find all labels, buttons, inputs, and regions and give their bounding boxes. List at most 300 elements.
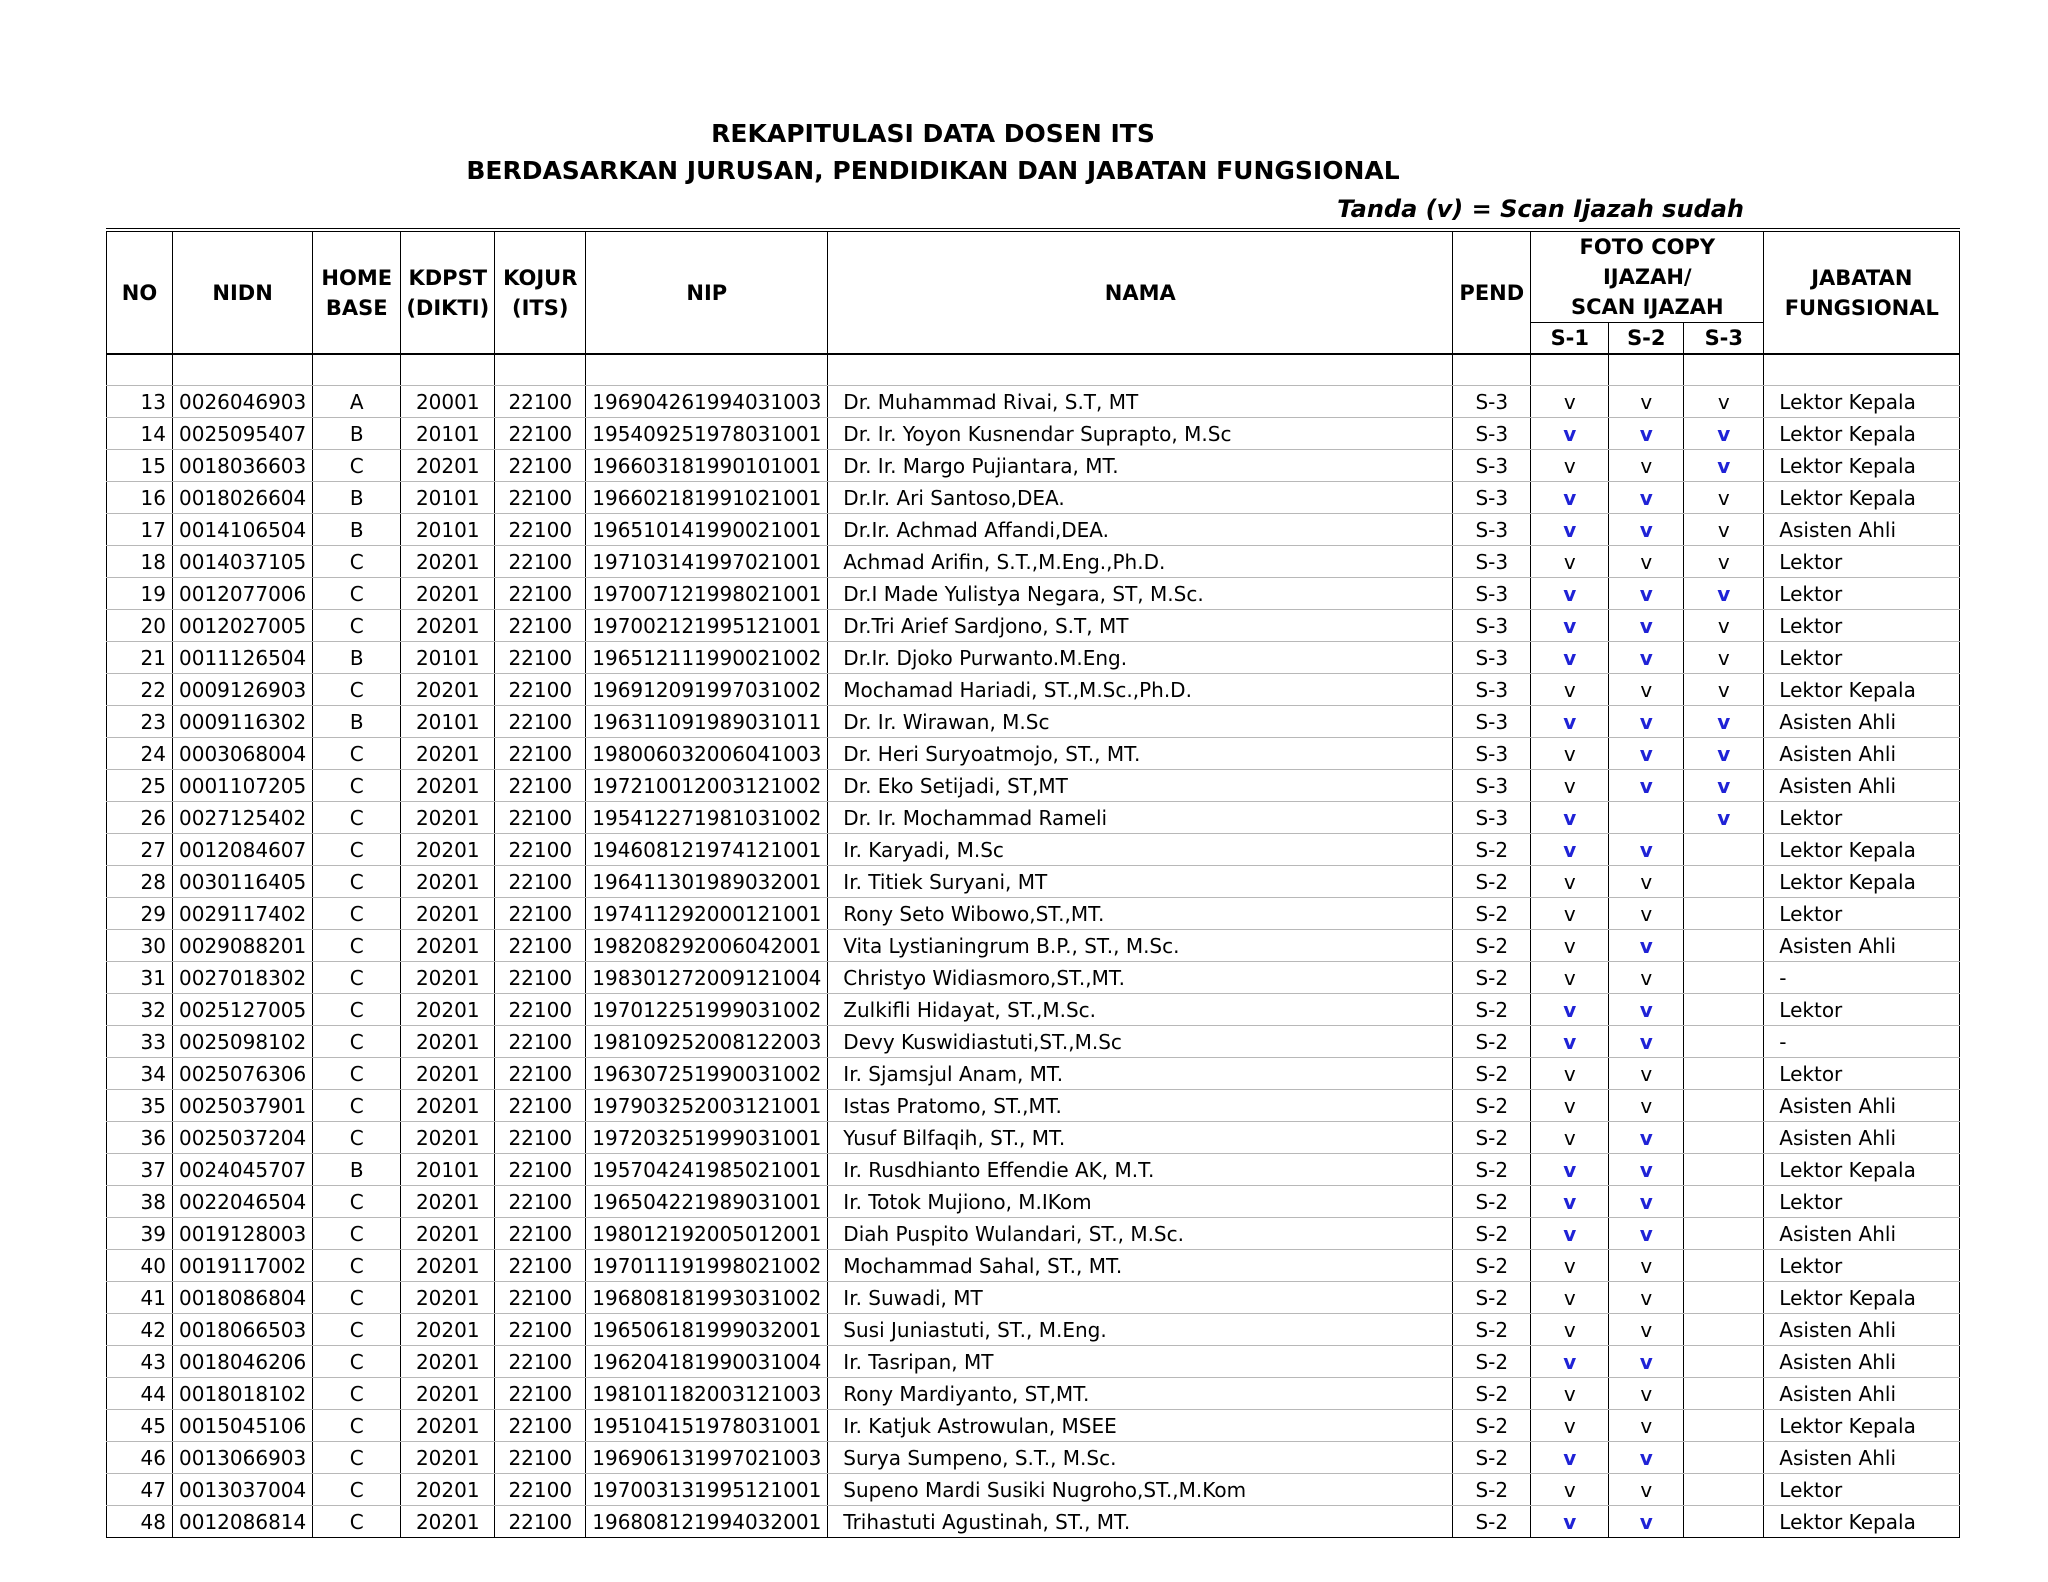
cell-nidn: 0012084607 xyxy=(173,834,313,866)
cell-nip: 198012192005012001 xyxy=(586,1218,828,1250)
cell-pend: S-2 xyxy=(1453,1506,1531,1538)
cell-no: 22 xyxy=(107,674,173,706)
cell-pend: S-2 xyxy=(1453,1090,1531,1122)
cell-s2 xyxy=(1609,802,1684,834)
cell-kdpst: 20201 xyxy=(401,962,495,994)
cell-s1: v xyxy=(1531,418,1609,450)
cell-nama: Istas Pratomo, ST.,MT. xyxy=(828,1090,1453,1122)
cell-pend: S-3 xyxy=(1453,418,1531,450)
cell-s1: v xyxy=(1531,1346,1609,1378)
cell-s3: v xyxy=(1684,546,1764,578)
table-row xyxy=(107,1282,1960,1314)
cell-nip: 196311091989031011 xyxy=(586,706,828,738)
cell-kojur: 22100 xyxy=(495,1090,586,1122)
cell-s1: v xyxy=(1531,738,1609,770)
cell-jabatan: Asisten Ahli xyxy=(1764,1090,1960,1122)
cell-nidn: 0029088201 xyxy=(173,930,313,962)
cell-s1: v xyxy=(1531,1122,1609,1154)
cell-no: 32 xyxy=(107,994,173,1026)
cell-pend: S-2 xyxy=(1453,994,1531,1026)
cell-kojur: 22100 xyxy=(495,1378,586,1410)
header-kdpst: KDPST (DIKTI) xyxy=(401,230,495,354)
cell-nidn: 0018046206 xyxy=(173,1346,313,1378)
cell-no: 27 xyxy=(107,834,173,866)
cell-kdpst: 20201 xyxy=(401,1410,495,1442)
cell-s2: v xyxy=(1609,962,1684,994)
cell-pend: S-2 xyxy=(1453,1474,1531,1506)
cell-jabatan: Lektor xyxy=(1764,546,1960,578)
cell-nip: 195412271981031002 xyxy=(586,802,828,834)
cell-nama: Yusuf Bilfaqih, ST., MT. xyxy=(828,1122,1453,1154)
cell-kojur: 22100 xyxy=(495,1218,586,1250)
cell-nidn: 0025098102 xyxy=(173,1026,313,1058)
cell-nip: 197003131995121001 xyxy=(586,1474,828,1506)
table-row xyxy=(107,1154,1960,1186)
header-nip: NIP xyxy=(586,230,828,354)
cell-home-base: C xyxy=(313,1378,401,1410)
cell-s2: v xyxy=(1609,706,1684,738)
cell-no: 29 xyxy=(107,898,173,930)
cell-kojur: 22100 xyxy=(495,706,586,738)
cell-s2: v xyxy=(1609,834,1684,866)
cell-kojur: 22100 xyxy=(495,962,586,994)
cell-s2: v xyxy=(1609,1154,1684,1186)
cell-nama: Christyo Widiasmoro,ST.,MT. xyxy=(828,962,1453,994)
cell-pend: S-3 xyxy=(1453,578,1531,610)
cell-nama: Supeno Mardi Susiki Nugroho,ST.,M.Kom xyxy=(828,1474,1453,1506)
cell-kojur: 22100 xyxy=(495,770,586,802)
cell-s3: v xyxy=(1684,450,1764,482)
cell-nidn: 0014037105 xyxy=(173,546,313,578)
cell-home-base: C xyxy=(313,1442,401,1474)
cell-no: 23 xyxy=(107,706,173,738)
cell-nidn: 0013037004 xyxy=(173,1474,313,1506)
cell-kojur: 22100 xyxy=(495,386,586,418)
table-row xyxy=(107,866,1960,898)
cell-kdpst: 20201 xyxy=(401,1506,495,1538)
cell-home-base: C xyxy=(313,738,401,770)
cell-kojur: 22100 xyxy=(495,866,586,898)
cell-s2: v xyxy=(1609,450,1684,482)
cell-nama: Dr. Ir. Mochammad Rameli xyxy=(828,802,1453,834)
cell-home-base: B xyxy=(313,642,401,674)
cell-home-base: C xyxy=(313,1474,401,1506)
cell-nip: 196307251990031002 xyxy=(586,1058,828,1090)
cell-no: 36 xyxy=(107,1122,173,1154)
header-s3: S-3 xyxy=(1684,323,1764,355)
table-row xyxy=(107,610,1960,642)
cell-no: 35 xyxy=(107,1090,173,1122)
cell-nip: 198101182003121003 xyxy=(586,1378,828,1410)
cell-s2: v xyxy=(1609,386,1684,418)
cell-kdpst: 20201 xyxy=(401,674,495,706)
cell-kojur: 22100 xyxy=(495,1122,586,1154)
cell-kdpst: 20201 xyxy=(401,1250,495,1282)
cell-s3 xyxy=(1684,1282,1764,1314)
cell-nama: Dr. Ir. Margo Pujiantara, MT. xyxy=(828,450,1453,482)
table-row xyxy=(107,738,1960,770)
cell-kdpst: 20201 xyxy=(401,1090,495,1122)
cell-nip: 196602181991021001 xyxy=(586,482,828,514)
cell-jabatan: Asisten Ahli xyxy=(1764,738,1960,770)
cell-kdpst: 20201 xyxy=(401,578,495,610)
cell-s1: v xyxy=(1531,962,1609,994)
cell-kdpst: 20201 xyxy=(401,1442,495,1474)
cell-pend: S-2 xyxy=(1453,834,1531,866)
cell-pend: S-3 xyxy=(1453,546,1531,578)
cell-s2: v xyxy=(1609,674,1684,706)
cell-home-base: C xyxy=(313,866,401,898)
cell-kojur: 22100 xyxy=(495,1154,586,1186)
cell-pend: S-3 xyxy=(1453,450,1531,482)
cell-no: 19 xyxy=(107,578,173,610)
cell-jabatan: Lektor xyxy=(1764,610,1960,642)
cell-pend: S-2 xyxy=(1453,1218,1531,1250)
cell-jabatan: Lektor Kepala xyxy=(1764,1154,1960,1186)
cell-jabatan: Asisten Ahli xyxy=(1764,930,1960,962)
cell-s3 xyxy=(1684,834,1764,866)
cell-s1: v xyxy=(1531,866,1609,898)
cell-nama: Ir. Suwadi, MT xyxy=(828,1282,1453,1314)
cell-s2: v xyxy=(1609,642,1684,674)
cell-kdpst: 20101 xyxy=(401,706,495,738)
table-header xyxy=(107,230,1960,386)
cell-pend: S-3 xyxy=(1453,770,1531,802)
cell-s3: v xyxy=(1684,418,1764,450)
cell-kojur: 22100 xyxy=(495,674,586,706)
cell-kojur: 22100 xyxy=(495,546,586,578)
cell-s1: v xyxy=(1531,1282,1609,1314)
table-row xyxy=(107,1506,1960,1538)
cell-no: 16 xyxy=(107,482,173,514)
cell-jabatan: - xyxy=(1764,1026,1960,1058)
cell-s3 xyxy=(1684,1442,1764,1474)
cell-s3: v xyxy=(1684,738,1764,770)
cell-s2: v xyxy=(1609,578,1684,610)
cell-s3: v xyxy=(1684,514,1764,546)
cell-kojur: 22100 xyxy=(495,1186,586,1218)
cell-nama: Dr. Muhammad Rivai, S.T, MT xyxy=(828,386,1453,418)
cell-s1: v xyxy=(1531,610,1609,642)
cell-s2: v xyxy=(1609,1122,1684,1154)
cell-kdpst: 20201 xyxy=(401,1282,495,1314)
cell-jabatan: Lektor Kepala xyxy=(1764,482,1960,514)
cell-kojur: 22100 xyxy=(495,514,586,546)
cell-no: 34 xyxy=(107,1058,173,1090)
cell-nip: 196912091997031002 xyxy=(586,674,828,706)
cell-kojur: 22100 xyxy=(495,482,586,514)
cell-s1: v xyxy=(1531,994,1609,1026)
cell-jabatan: Asisten Ahli xyxy=(1764,1314,1960,1346)
cell-s3: v xyxy=(1684,610,1764,642)
cell-s1: v xyxy=(1531,1154,1609,1186)
cell-jabatan: Lektor xyxy=(1764,1186,1960,1218)
header-s1: S-1 xyxy=(1531,323,1609,355)
cell-nip: 197903252003121001 xyxy=(586,1090,828,1122)
cell-nip: 196904261994031003 xyxy=(586,386,828,418)
cell-home-base: C xyxy=(313,1026,401,1058)
cell-home-base: C xyxy=(313,1218,401,1250)
cell-no: 30 xyxy=(107,930,173,962)
cell-kojur: 22100 xyxy=(495,1506,586,1538)
cell-nidn: 0025076306 xyxy=(173,1058,313,1090)
cell-jabatan: Asisten Ahli xyxy=(1764,1378,1960,1410)
cell-pend: S-2 xyxy=(1453,1026,1531,1058)
cell-jabatan: Lektor xyxy=(1764,642,1960,674)
cell-nama: Ir. Totok Mujiono, M.IKom xyxy=(828,1186,1453,1218)
cell-nidn: 0018026604 xyxy=(173,482,313,514)
cell-s1: v xyxy=(1531,514,1609,546)
table-row xyxy=(107,482,1960,514)
cell-nama: Dr.Ir. Djoko Purwanto.M.Eng. xyxy=(828,642,1453,674)
cell-kdpst: 20201 xyxy=(401,1346,495,1378)
cell-nama: Diah Puspito Wulandari, ST., M.Sc. xyxy=(828,1218,1453,1250)
cell-s3: v xyxy=(1684,482,1764,514)
cell-s3 xyxy=(1684,1090,1764,1122)
cell-jabatan: Lektor Kepala xyxy=(1764,1282,1960,1314)
cell-nidn: 0019117002 xyxy=(173,1250,313,1282)
cell-s1: v xyxy=(1531,642,1609,674)
cell-home-base: C xyxy=(313,1186,401,1218)
cell-pend: S-2 xyxy=(1453,1058,1531,1090)
cell-jabatan: Asisten Ahli xyxy=(1764,1442,1960,1474)
cell-kdpst: 20201 xyxy=(401,1122,495,1154)
table-row xyxy=(107,1058,1960,1090)
cell-nidn: 0025127005 xyxy=(173,994,313,1026)
cell-pend: S-3 xyxy=(1453,802,1531,834)
cell-nip: 197011191998021002 xyxy=(586,1250,828,1282)
cell-no: 24 xyxy=(107,738,173,770)
cell-home-base: C xyxy=(313,802,401,834)
cell-no: 40 xyxy=(107,1250,173,1282)
table-row xyxy=(107,674,1960,706)
table-row xyxy=(107,578,1960,610)
cell-nip: 197002121995121001 xyxy=(586,610,828,642)
cell-nidn: 0027018302 xyxy=(173,962,313,994)
cell-nama: Ir. Katjuk Astrowulan, MSEE xyxy=(828,1410,1453,1442)
cell-no: 18 xyxy=(107,546,173,578)
cell-nip: 197203251999031001 xyxy=(586,1122,828,1154)
cell-no: 17 xyxy=(107,514,173,546)
cell-s2: v xyxy=(1609,546,1684,578)
table-row xyxy=(107,834,1960,866)
cell-jabatan: Lektor Kepala xyxy=(1764,1506,1960,1538)
table-row xyxy=(107,1090,1960,1122)
cell-s3 xyxy=(1684,1506,1764,1538)
cell-s2: v xyxy=(1609,1282,1684,1314)
cell-kojur: 22100 xyxy=(495,930,586,962)
cell-no: 15 xyxy=(107,450,173,482)
table-body xyxy=(107,386,1960,1538)
cell-s3 xyxy=(1684,962,1764,994)
cell-pend: S-2 xyxy=(1453,1378,1531,1410)
cell-nip: 197210012003121002 xyxy=(586,770,828,802)
cell-nip: 196906131997021003 xyxy=(586,1442,828,1474)
cell-nip: 196808181993031002 xyxy=(586,1282,828,1314)
cell-kdpst: 20201 xyxy=(401,610,495,642)
cell-pend: S-2 xyxy=(1453,1282,1531,1314)
header-no: NO xyxy=(107,230,173,354)
cell-s1: v xyxy=(1531,1058,1609,1090)
cell-home-base: C xyxy=(313,610,401,642)
cell-pend: S-2 xyxy=(1453,1410,1531,1442)
cell-nidn: 0001107205 xyxy=(173,770,313,802)
cell-kdpst: 20201 xyxy=(401,450,495,482)
cell-nip: 195704241985021001 xyxy=(586,1154,828,1186)
table-row xyxy=(107,1186,1960,1218)
cell-nidn: 0029117402 xyxy=(173,898,313,930)
cell-nip: 196504221989031001 xyxy=(586,1186,828,1218)
cell-no: 20 xyxy=(107,610,173,642)
cell-s1: v xyxy=(1531,706,1609,738)
cell-jabatan: Lektor Kepala xyxy=(1764,674,1960,706)
table-row xyxy=(107,1378,1960,1410)
cell-jabatan: Lektor xyxy=(1764,1058,1960,1090)
cell-kdpst: 20201 xyxy=(401,866,495,898)
cell-pend: S-2 xyxy=(1453,1154,1531,1186)
cell-no: 43 xyxy=(107,1346,173,1378)
cell-s1: v xyxy=(1531,1026,1609,1058)
cell-nama: Dr.I Made Yulistya Negara, ST, M.Sc. xyxy=(828,578,1453,610)
table-row xyxy=(107,930,1960,962)
cell-jabatan: Lektor xyxy=(1764,1474,1960,1506)
cell-nidn: 0013066903 xyxy=(173,1442,313,1474)
header-home-base: HOME BASE xyxy=(313,230,401,354)
cell-s3 xyxy=(1684,898,1764,930)
cell-kojur: 22100 xyxy=(495,1442,586,1474)
cell-no: 37 xyxy=(107,1154,173,1186)
cell-pend: S-3 xyxy=(1453,514,1531,546)
table-row xyxy=(107,898,1960,930)
cell-s2: v xyxy=(1609,1474,1684,1506)
cell-s3: v xyxy=(1684,770,1764,802)
cell-s3 xyxy=(1684,1026,1764,1058)
cell-pend: S-2 xyxy=(1453,1314,1531,1346)
cell-kdpst: 20201 xyxy=(401,1058,495,1090)
cell-nip: 197012251999031002 xyxy=(586,994,828,1026)
cell-s2: v xyxy=(1609,514,1684,546)
cell-nidn: 0009126903 xyxy=(173,674,313,706)
cell-s2: v xyxy=(1609,770,1684,802)
cell-no: 46 xyxy=(107,1442,173,1474)
cell-pend: S-2 xyxy=(1453,1122,1531,1154)
cell-pend: S-3 xyxy=(1453,386,1531,418)
cell-kojur: 22100 xyxy=(495,802,586,834)
cell-kdpst: 20001 xyxy=(401,386,495,418)
cell-home-base: C xyxy=(313,1282,401,1314)
cell-nama: Mochamad Hariadi, ST.,M.Sc.,Ph.D. xyxy=(828,674,1453,706)
cell-nip: 198109252008122003 xyxy=(586,1026,828,1058)
cell-s2: v xyxy=(1609,994,1684,1026)
cell-pend: S-2 xyxy=(1453,1186,1531,1218)
cell-nip: 196204181990031004 xyxy=(586,1346,828,1378)
cell-no: 42 xyxy=(107,1314,173,1346)
cell-pend: S-3 xyxy=(1453,482,1531,514)
table-row xyxy=(107,706,1960,738)
cell-s1: v xyxy=(1531,1378,1609,1410)
cell-no: 14 xyxy=(107,418,173,450)
cell-kdpst: 20201 xyxy=(401,1474,495,1506)
cell-s1: v xyxy=(1531,1250,1609,1282)
cell-kojur: 22100 xyxy=(495,1058,586,1090)
cell-home-base: C xyxy=(313,1122,401,1154)
cell-nidn: 0003068004 xyxy=(173,738,313,770)
cell-s3 xyxy=(1684,866,1764,898)
cell-kdpst: 20101 xyxy=(401,482,495,514)
cell-pend: S-3 xyxy=(1453,706,1531,738)
cell-home-base: C xyxy=(313,1058,401,1090)
cell-nidn: 0009116302 xyxy=(173,706,313,738)
table-row xyxy=(107,1346,1960,1378)
cell-nip: 197103141997021001 xyxy=(586,546,828,578)
cell-kdpst: 20201 xyxy=(401,898,495,930)
cell-home-base: C xyxy=(313,962,401,994)
cell-s2: v xyxy=(1609,418,1684,450)
cell-home-base: C xyxy=(313,930,401,962)
table-row xyxy=(107,802,1960,834)
cell-jabatan: Asisten Ahli xyxy=(1764,514,1960,546)
cell-s1: v xyxy=(1531,1218,1609,1250)
table-row xyxy=(107,546,1960,578)
cell-pend: S-3 xyxy=(1453,610,1531,642)
cell-home-base: C xyxy=(313,1410,401,1442)
cell-nama: Devy Kuswidiastuti,ST.,M.Sc xyxy=(828,1026,1453,1058)
cell-kojur: 22100 xyxy=(495,1250,586,1282)
cell-nama: Ir. Titiek Suryani, MT xyxy=(828,866,1453,898)
cell-s2: v xyxy=(1609,1442,1684,1474)
cell-pend: S-3 xyxy=(1453,642,1531,674)
cell-s1: v xyxy=(1531,482,1609,514)
table-row xyxy=(107,1218,1960,1250)
header-s2: S-2 xyxy=(1609,323,1684,355)
cell-home-base: B xyxy=(313,706,401,738)
cell-home-base: C xyxy=(313,578,401,610)
cell-kdpst: 20201 xyxy=(401,546,495,578)
cell-kojur: 22100 xyxy=(495,578,586,610)
cell-kojur: 22100 xyxy=(495,1346,586,1378)
cell-nidn: 0025037204 xyxy=(173,1122,313,1154)
cell-s2: v xyxy=(1609,1090,1684,1122)
cell-kdpst: 20201 xyxy=(401,1314,495,1346)
cell-jabatan: Asisten Ahli xyxy=(1764,1122,1960,1154)
cell-kdpst: 20101 xyxy=(401,642,495,674)
cell-s2: v xyxy=(1609,930,1684,962)
cell-s2: v xyxy=(1609,482,1684,514)
cell-home-base: C xyxy=(313,674,401,706)
header-jabatan: JABATAN FUNGSIONAL xyxy=(1764,230,1960,354)
cell-jabatan: Asisten Ahli xyxy=(1764,1346,1960,1378)
cell-s1: v xyxy=(1531,1090,1609,1122)
table-row xyxy=(107,770,1960,802)
header-foto-copy: FOTO COPY IJAZAH/ SCAN IJAZAH xyxy=(1531,230,1764,323)
cell-nidn: 0018086804 xyxy=(173,1282,313,1314)
cell-s3 xyxy=(1684,1186,1764,1218)
cell-nidn: 0019128003 xyxy=(173,1218,313,1250)
cell-home-base: C xyxy=(313,1314,401,1346)
cell-nama: Susi Juniastuti, ST., M.Eng. xyxy=(828,1314,1453,1346)
cell-s2: v xyxy=(1609,898,1684,930)
cell-s2: v xyxy=(1609,1378,1684,1410)
cell-s1: v xyxy=(1531,930,1609,962)
table-row xyxy=(107,642,1960,674)
table-row xyxy=(107,514,1960,546)
cell-jabatan: Lektor Kepala xyxy=(1764,834,1960,866)
table-row xyxy=(107,418,1960,450)
cell-nama: Dr. Heri Suryoatmojo, ST., MT. xyxy=(828,738,1453,770)
cell-nidn: 0027125402 xyxy=(173,802,313,834)
cell-nama: Zulkifli Hidayat, ST.,M.Sc. xyxy=(828,994,1453,1026)
cell-s1: v xyxy=(1531,1474,1609,1506)
